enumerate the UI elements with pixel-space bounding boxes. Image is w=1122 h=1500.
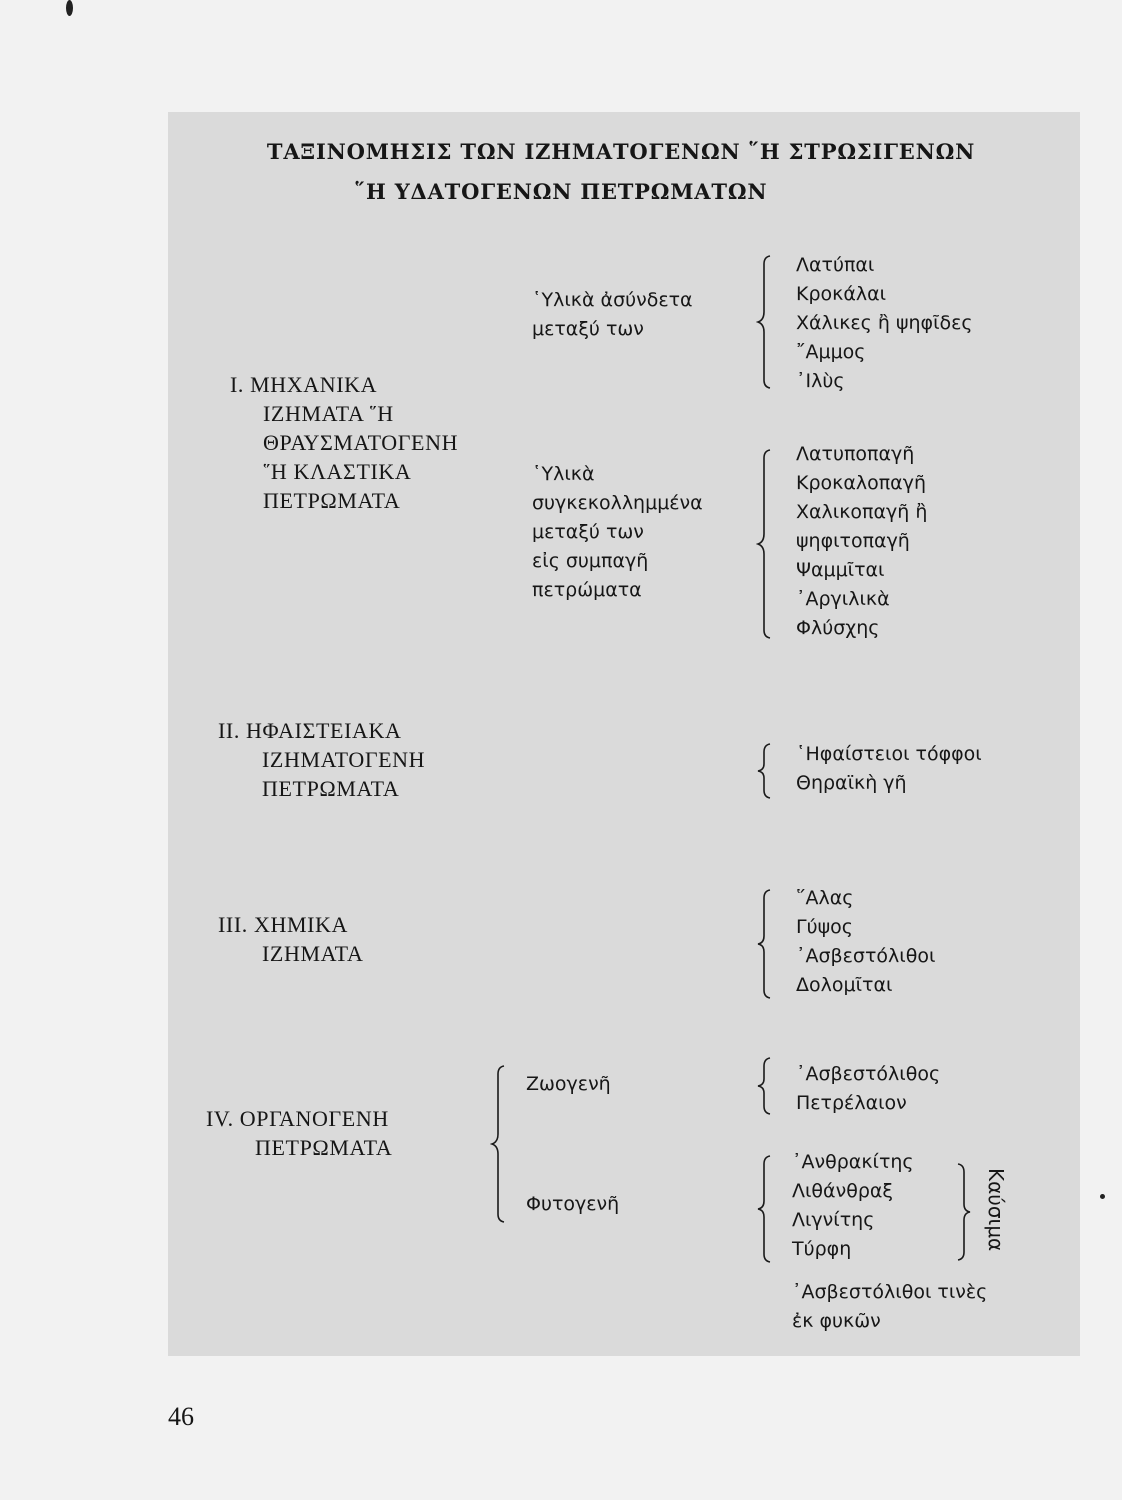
list-item: ᾿Ασβεστόλιθος bbox=[796, 1063, 941, 1085]
group-b-label-line: μεταξύ των bbox=[532, 521, 644, 543]
section-2-label-line: ΙΖΗΜΑΤΟΓΕΝΗ bbox=[262, 747, 426, 772]
list-item: Θηραϊκὴ γῆ bbox=[796, 772, 907, 794]
group-b-label-line: πετρώματα bbox=[532, 579, 642, 601]
zoo-items bbox=[796, 1060, 940, 1118]
phyto-items bbox=[792, 1148, 914, 1264]
brace-section-2 bbox=[756, 740, 778, 802]
section-2-label-line: ΠΕΤΡΩΜΑΤΑ bbox=[262, 776, 400, 801]
scan-speck bbox=[66, 0, 73, 16]
list-item: ᾿Ασβεστόλιθοι bbox=[796, 945, 936, 967]
group-a-items bbox=[796, 251, 973, 396]
group-a-label-line: ῾Υλικὰ ἀσύνδετα bbox=[532, 289, 693, 311]
list-item: Λατυποπαγῆ bbox=[796, 443, 915, 465]
group-b-label-line: ῾Υλικὰ bbox=[532, 463, 595, 485]
section-1-label bbox=[230, 370, 458, 515]
list-item: ἐκ φυκῶν bbox=[792, 1310, 881, 1332]
section-4-label bbox=[206, 1104, 392, 1162]
fuels-side-label: Καύσιμα bbox=[984, 1168, 1008, 1252]
brace-fuels bbox=[954, 1160, 976, 1264]
list-item: ᾿Αργιλικὰ bbox=[796, 588, 890, 610]
section-3-label-line: ΙΖΗΜΑΤΑ bbox=[262, 941, 364, 966]
list-item: Κροκαλοπαγῆ bbox=[796, 472, 926, 494]
list-item: Χάλικες ἢ ψηφῖδες bbox=[796, 312, 973, 334]
brace-section-3 bbox=[756, 886, 778, 1002]
group-b-label bbox=[532, 460, 703, 605]
list-item: ᾿Ασβεστόλιθοι τινὲς bbox=[792, 1281, 988, 1303]
section-1-label-line: ΠΕΤΡΩΜΑΤΑ bbox=[263, 488, 401, 513]
phyto-label: Φυτογενῆ bbox=[526, 1193, 620, 1215]
list-item: Λιθάνθραξ bbox=[792, 1180, 893, 1202]
title-line-2: ῞Η ΥΔΑΤΟΓΕΝΩΝ ΠΕΤΡΩΜΑΤΩΝ bbox=[354, 179, 768, 204]
list-item: ῞Αλας bbox=[796, 887, 854, 909]
title-line-1: ΤΑΞΙΝΟΜΗΣΙΣ ΤΩΝ ΙΖΗΜΑΤΟΓΕΝΩΝ ῞Η ΣΤΡΩΣΙΓΕΝΩΝ bbox=[266, 139, 976, 164]
list-item: Λατύπαι bbox=[796, 254, 875, 276]
list-item: Κροκάλαι bbox=[796, 283, 887, 305]
group-a-label bbox=[532, 286, 693, 344]
page-number: 46 bbox=[168, 1402, 194, 1431]
list-item: Λιγνίτης bbox=[792, 1209, 875, 1231]
zoo-label: Ζωογενῆ bbox=[526, 1073, 611, 1095]
group-b-label-line: εἰς συμπαγῆ bbox=[532, 550, 649, 572]
brace-section-4 bbox=[490, 1062, 512, 1226]
group-b-items bbox=[796, 440, 927, 643]
phyto-extra bbox=[792, 1278, 987, 1336]
section-1-label-line: I. ΜΗΧΑΝΙΚΑ bbox=[230, 372, 378, 397]
list-item: Δολομῖται bbox=[796, 974, 893, 996]
list-item: Φλύσχης bbox=[796, 617, 880, 639]
scan-speck bbox=[1100, 1194, 1105, 1199]
section-3-items bbox=[796, 884, 935, 1000]
section-1-label-line: ΘΡΑΥΣΜΑΤΟΓΕΝΗ bbox=[263, 430, 459, 455]
list-item: ψηφιτοπαγῆ bbox=[796, 530, 910, 552]
list-item: ῎Αμμος bbox=[796, 341, 866, 363]
section-4-label-line: IV. ΟΡΓΑΝΟΓΕΝΗ bbox=[206, 1106, 389, 1131]
group-b-label-line: συγκεκολλημμένα bbox=[532, 492, 703, 514]
list-item: Τύρφη bbox=[792, 1238, 852, 1260]
list-item: ᾿Ιλὺς bbox=[796, 370, 845, 392]
section-1-label-line: ῞Η ΚΛΑΣΤΙΚΑ bbox=[263, 459, 412, 484]
section-2-items bbox=[796, 740, 982, 798]
list-item: Ψαμμῖται bbox=[796, 559, 885, 581]
list-item: ῾Ηφαίστειοι τόφφοι bbox=[796, 743, 982, 765]
list-item: Πετρέλαιον bbox=[796, 1092, 907, 1114]
section-3-label-line: III. ΧΗΜΙΚΑ bbox=[218, 912, 349, 937]
section-3-label bbox=[218, 910, 363, 968]
brace-group-a bbox=[756, 252, 778, 392]
list-item: ᾿Ανθρακίτης bbox=[792, 1151, 914, 1173]
section-4-label-line: ΠΕΤΡΩΜΑΤΑ bbox=[255, 1135, 393, 1160]
section-2-label-line: II. ΗΦΑΙΣΤΕΙΑΚΑ bbox=[218, 718, 402, 743]
list-item: Χαλικοπαγῆ ἢ bbox=[796, 501, 928, 523]
section-1-label-line: ΙΖΗΜΑΤΑ ῞Η bbox=[263, 401, 394, 426]
list-item: Γύψος bbox=[796, 916, 853, 938]
section-2-label bbox=[218, 716, 425, 803]
brace-phyto bbox=[756, 1152, 778, 1266]
brace-group-b bbox=[756, 446, 778, 642]
brace-zoo bbox=[756, 1054, 778, 1118]
group-a-label-line: μεταξύ των bbox=[532, 318, 644, 340]
